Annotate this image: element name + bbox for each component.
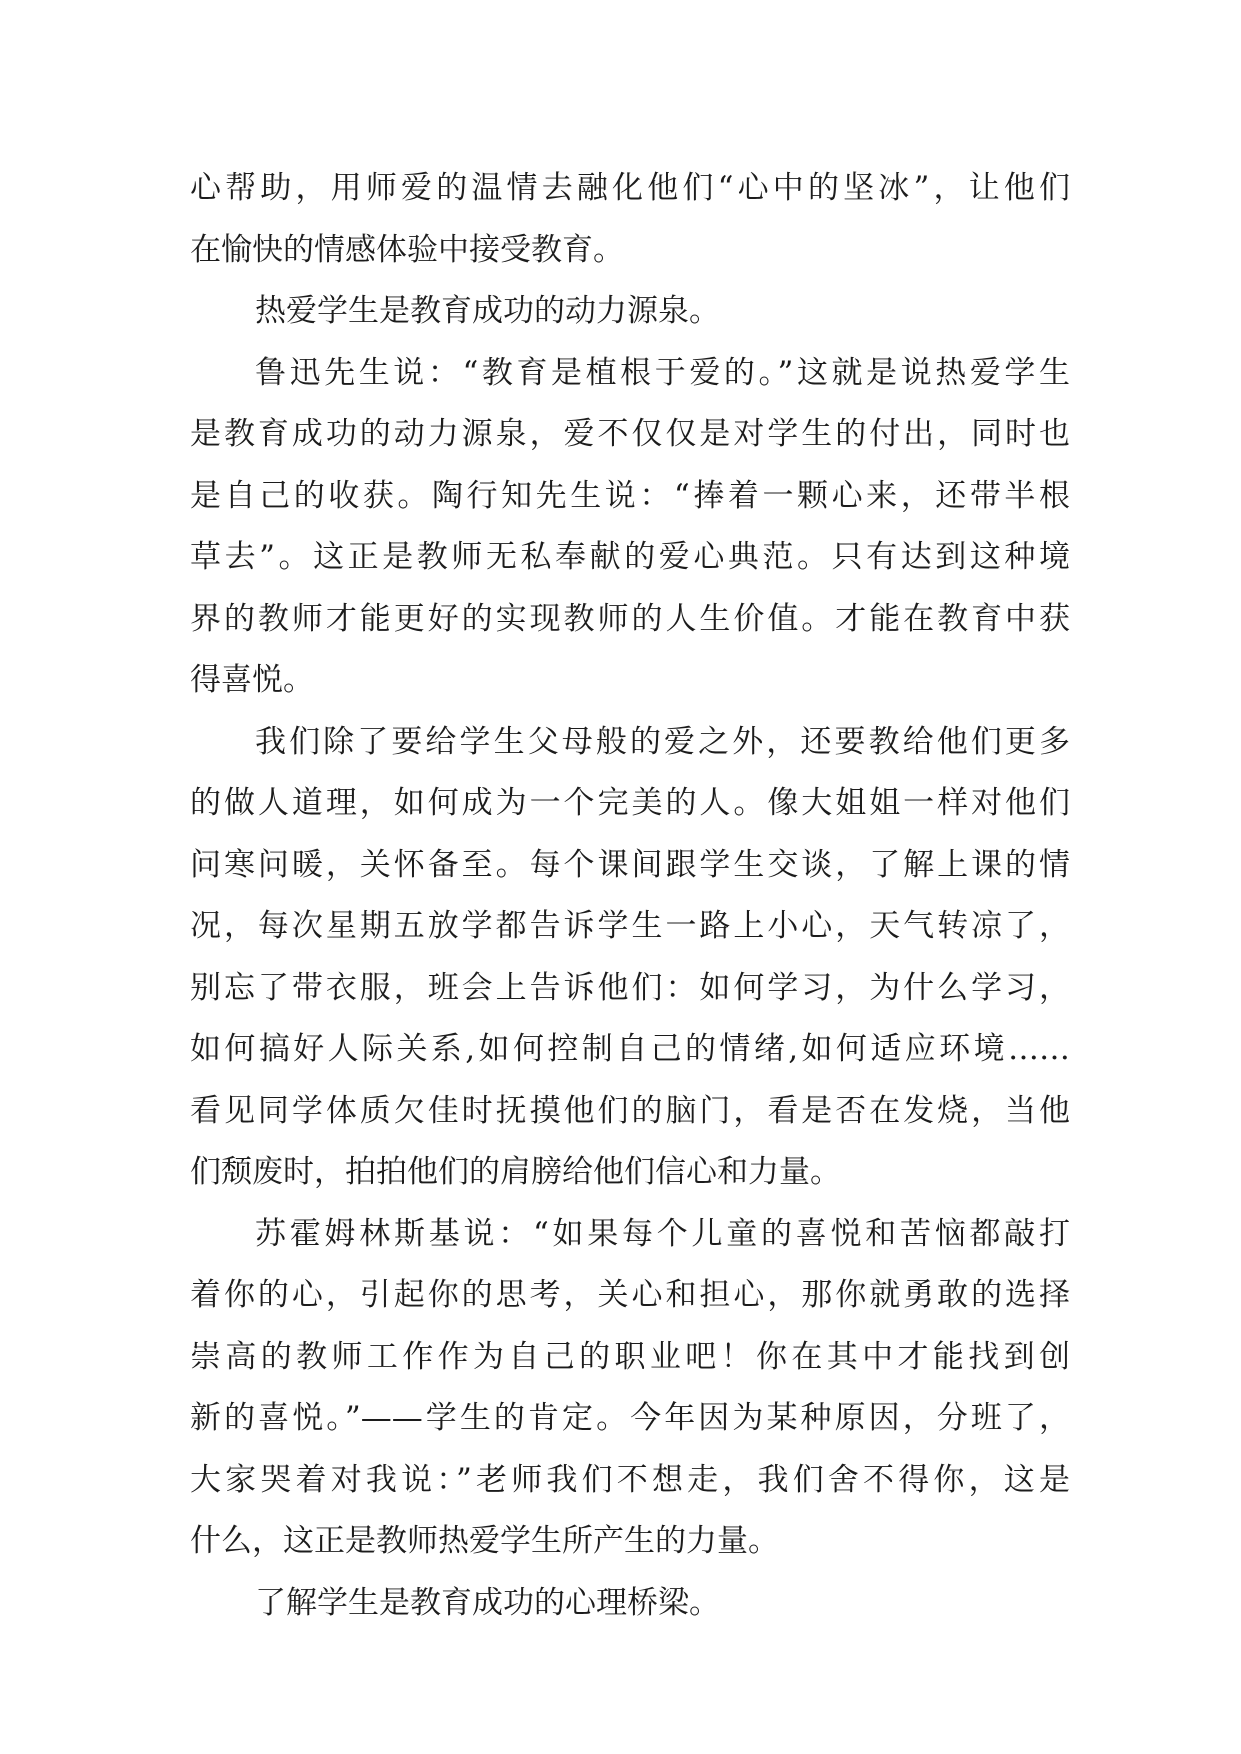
text-line: 我们除了要给学生父母般的爱之外，还要教给他们更多 [255, 723, 1070, 760]
text-line: 得喜悦。 [190, 662, 314, 698]
document-body [190, 158, 1070, 1634]
text-line: 鲁迅先生说：“教育是植根于爱的。”这就是说热爱学生 [255, 354, 1070, 391]
text-line: 别忘了带衣服，班会上告诉他们：如何学习，为什么学习， [190, 969, 1070, 1006]
text-line: 是自己的收获。陶行知先生说：“捧着一颗心来，还带半根 [190, 477, 1070, 514]
text-line: 了解学生是教育成功的心理桥梁。 [255, 1584, 720, 1621]
text-line: 况，每次星期五放学都告诉学生一路上小心，天气转凉了， [190, 908, 1070, 944]
text-line: 什么，这正是教师热爱学生所产生的力量。 [190, 1523, 779, 1559]
text-line: 心帮助，用师爱的温情去融化他们“心中的坚冰”，让他们 [190, 170, 1070, 206]
text-line: 草去”。这正是教师无私奉献的爱心典范。只有达到这种境 [190, 539, 1070, 575]
text-line: 界的教师才能更好的实现教师的人生价值。才能在教育中获 [190, 600, 1070, 637]
text-line: 在愉快的情感体验中接受教育。 [190, 231, 624, 268]
text-line: 着你的心，引起你的思考，关心和担心，那你就勇敢的选择 [190, 1277, 1070, 1313]
text-line: 问寒问暖，关怀备至。每个课间跟学生交谈，了解上课的情 [190, 846, 1070, 883]
text-line: 如何搞好人际关系,如何控制自己的情绪,如何适应环境…… [190, 1031, 1070, 1067]
text-line: 热爱学生是教育成功的动力源泉。 [255, 293, 720, 329]
text-line: 崇高的教师工作作为自己的职业吧！你在其中才能找到创 [190, 1338, 1070, 1375]
text-line: 大家哭着对我说：”老师我们不想走，我们舍不得你，这是 [190, 1461, 1070, 1498]
text-line: 是教育成功的动力源泉，爱不仅仅是对学生的付出，同时也 [190, 416, 1070, 452]
text-line: 看见同学体质欠佳时抚摸他们的脑门，看是否在发烧，当他 [190, 1092, 1070, 1129]
text-line: 苏霍姆林斯基说：“如果每个儿童的喜悦和苦恼都敲打 [255, 1215, 1070, 1252]
text-line: 们颓废时，拍拍他们的肩膀给他们信心和力量。 [190, 1154, 841, 1190]
text-line: 的做人道理，如何成为一个完美的人。像大姐姐一样对他们 [190, 785, 1070, 821]
text-line: 新的喜悦。”——学生的肯定。今年因为某种原因，分班了， [190, 1400, 1070, 1436]
